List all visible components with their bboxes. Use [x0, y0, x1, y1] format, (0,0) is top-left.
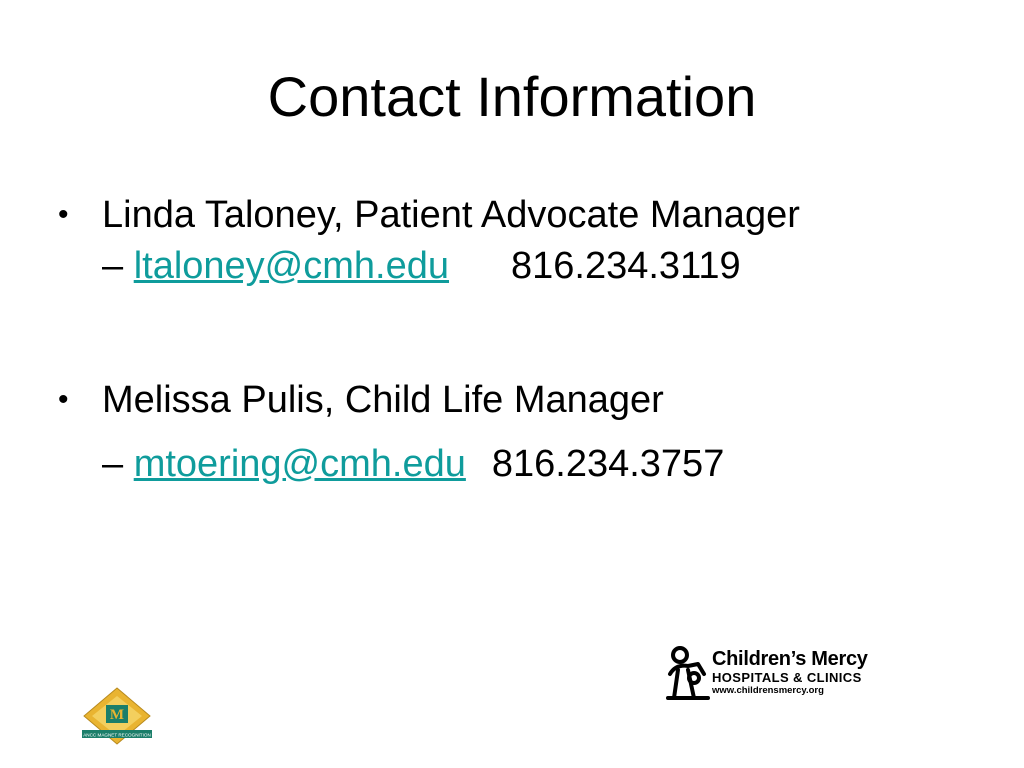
hospital-name: Children’s Mercy	[712, 648, 868, 670]
contact-detail-line	[102, 243, 741, 289]
contact-name-title: Melissa Pulis, Child Life Manager	[102, 379, 664, 421]
magnet-badge-icon	[80, 686, 154, 746]
slide-title: Contact Information	[267, 65, 757, 128]
childrens-mercy-logo	[664, 644, 880, 706]
bullet-marker: •	[58, 198, 69, 231]
childrens-mercy-text	[712, 648, 868, 697]
dash: –	[102, 443, 124, 485]
email-link[interactable]: ltaloney@cmh.edu	[133, 245, 450, 287]
hospital-url: www.childrensmercy.org	[712, 685, 824, 696]
phone-number: 816.234.3119	[511, 245, 741, 287]
contact-detail-line	[102, 441, 724, 487]
phone-number: 816.234.3757	[491, 443, 725, 485]
svg-text:ANCC MAGNET RECOGNITION: ANCC MAGNET RECOGNITION	[83, 732, 151, 738]
magnet-recognition-badge	[80, 686, 154, 746]
svg-text:M: M	[109, 707, 125, 723]
dash: –	[102, 245, 124, 287]
bullet-marker: •	[58, 383, 69, 416]
email-link[interactable]: mtoering@cmh.edu	[133, 443, 466, 485]
child-figure-icon	[664, 644, 710, 706]
contact-name-title: Linda Taloney, Patient Advocate Manager	[102, 194, 800, 236]
hospital-subtitle: HOSPITALS & CLINICS	[712, 670, 862, 685]
